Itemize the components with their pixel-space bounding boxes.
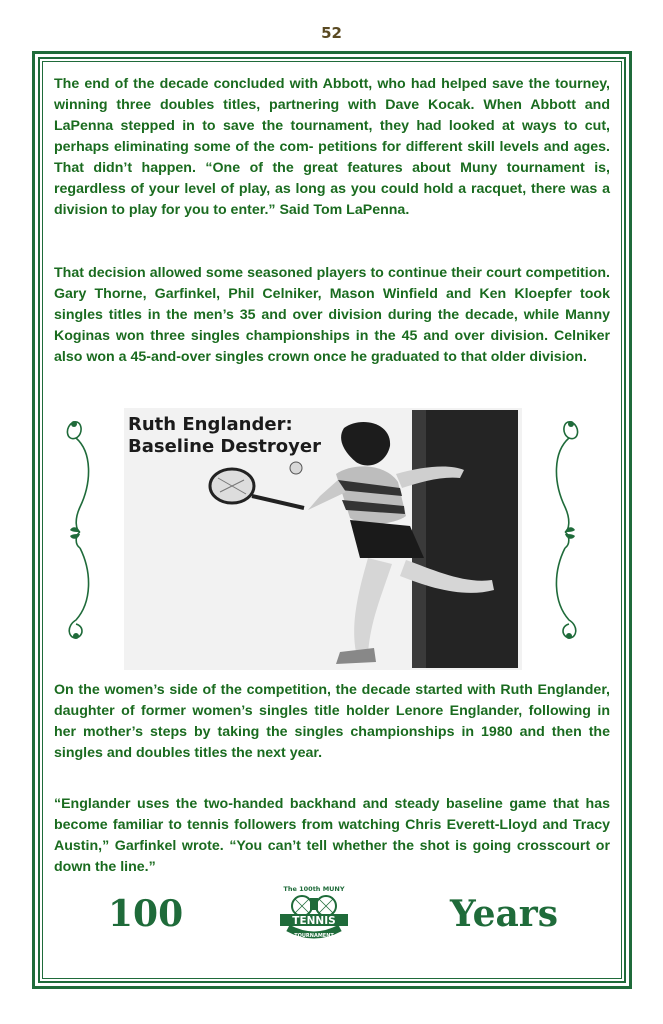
paragraph-womens-side <box>54 680 610 764</box>
photo-caption-line2: Baseline Destroyer <box>128 436 321 457</box>
photo-caption <box>128 414 321 458</box>
paragraph-garfinkel-quote <box>54 794 610 878</box>
ornament-swirl-right-icon <box>549 412 583 648</box>
photo-ruth-englander <box>124 408 522 670</box>
page-number: 52 <box>321 24 342 42</box>
logo-bottom-text: TOURNAMENT <box>294 933 334 939</box>
footer-years: Years <box>450 893 559 935</box>
paragraph-seasoned-players <box>54 263 610 368</box>
paragraph-abbott <box>54 74 610 221</box>
ornament-swirl-left-icon <box>62 412 96 648</box>
paragraph-text: That decision allowed some seasoned players to continue their court competition. Gary Thorne, Garfinkel, Phil Celniker, Mason Winfield and Ken Kloepfer took singles titles in the men’s 35 and over division during the decade, while Manny Koginas won three singles championships in the 45 and over division. Celniker also won a 45-and-over singles crown once he graduated to that older division. <box>54 265 610 365</box>
paragraph-text: “Englander uses the two-handed backhand and steady baseline game that has become familiar to tennis followers from watching Chris Everett-Lloyd and Tracy Austin,” Garfinkel wrote. “You can’t tell whether the shot is going crosscourt or down the line.” <box>54 796 610 875</box>
muny-tennis-logo-icon <box>274 884 354 946</box>
footer-100: 100 <box>108 893 184 935</box>
paragraph-text: On the women’s side of the competition, the decade started with Ruth Englander, daughter of former women’s singles title holder Lenore Englander, following in her mother’s steps by taking the singles championships in 1980 and then the singles and doubles titles the next year. <box>54 682 610 761</box>
logo-top-text: The 100th MUNY <box>283 885 345 893</box>
logo-main-text: TENNIS <box>292 915 336 927</box>
photo-caption-line1: Ruth Englander: <box>128 414 293 435</box>
paragraph-text: The end of the decade concluded with Abbott, who had helped save the tourney, winning three doubles titles, partnering with Dave Kocak. When Abbott and LaPenna stepped in to save the tournament, they had looked at ways to cut, perhaps eliminating some of the com- petitions for different skill levels and ages. That didn’t happen. “One of the great features about Muny tournament is, regardless of your level of play, as long as you could hold a racquet, there was a division to play for you to enter.” Said Tom LaPenna. <box>54 76 610 218</box>
